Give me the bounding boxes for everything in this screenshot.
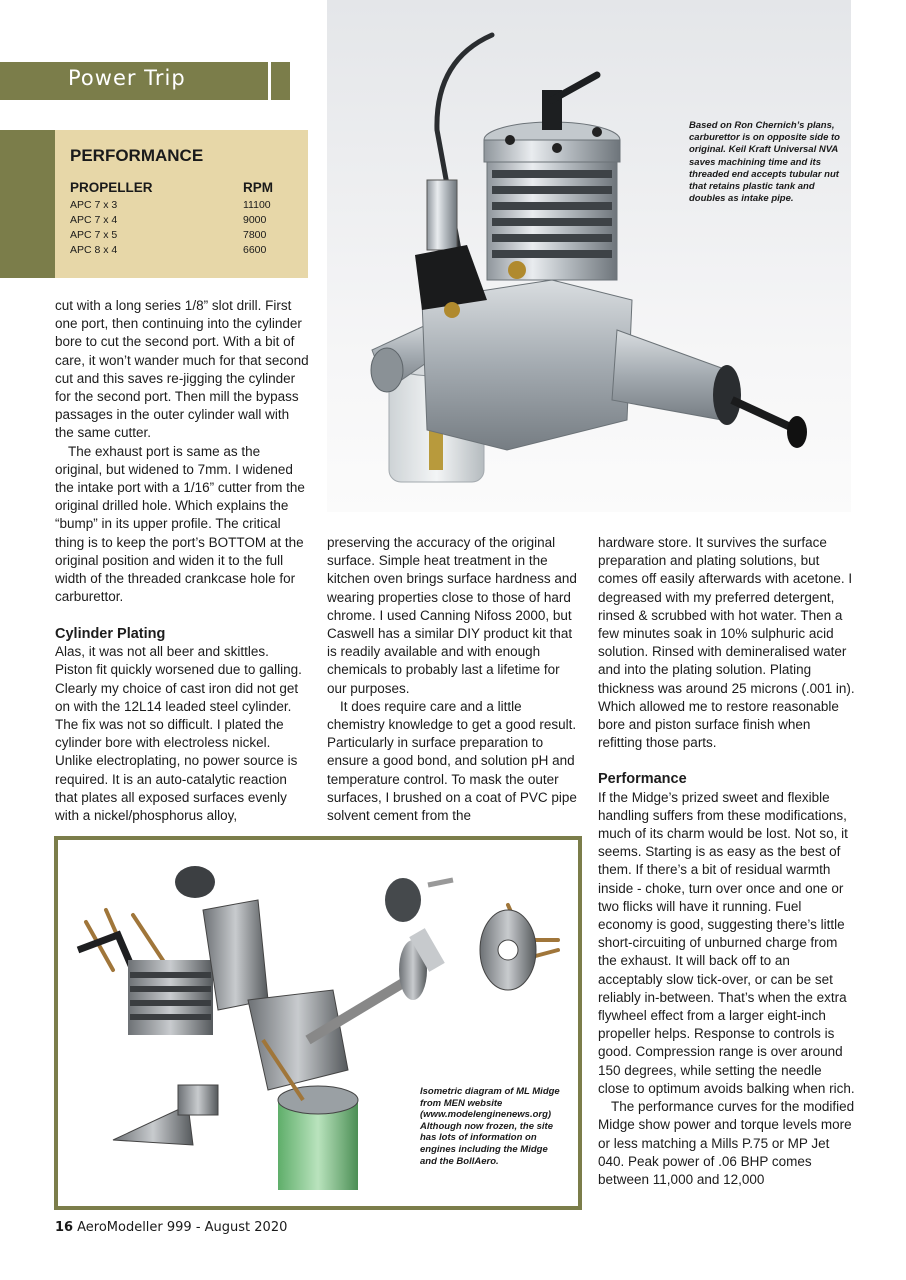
publication-info: AeroModeller 999 - August 2020 [77, 1220, 288, 1235]
column-header-propeller: PROPELLER [70, 180, 153, 195]
section-title: Power Trip [68, 66, 186, 90]
engine-illustration [327, 0, 851, 512]
text-column-1 [55, 297, 310, 606]
table-cell-rpm: 7800 [243, 229, 267, 241]
table-cell-propeller: APC 7 x 4 [70, 214, 118, 226]
paragraph: hardware store. It survives the surface preparation and plating solutions, but comes off easily afterwards with acetone. I degreased with my preferred detergent, rinsed & scrubbed with hot water. Then a few minutes soak in 10% sulphuric acid solution. Rinsed with demineralised water and into the plating solution. Plating thickness was around 25 microns (.001 in). Which allowed me to restore reasonable bore and piston surface finish when refitting those parts. [598, 535, 855, 751]
text-column-3 [598, 534, 856, 1189]
page-footer [55, 1220, 287, 1235]
table-cell-propeller: APC 7 x 5 [70, 229, 118, 241]
cylinder-plating-section [55, 625, 310, 825]
table-cell-rpm: 11100 [243, 199, 271, 211]
column-header-rpm: RPM [243, 180, 273, 195]
section-heading-performance: Performance [598, 771, 687, 788]
paragraph: If the Midge’s prized sweet and flexible handling suffers from these modifications, much of its charm would be lost. Not so, it seems. Starting is as easy as the best of them. If there’s a bit of residual warmth inside - choke, turn over once and one or two flicks will have it running. Fuel economy is good, suggesting there’s little short-circuiting of unburned charge from the exhaust. It will back off to an acceptably slow tick-over, or can be set reliably in-between. That’s when the extra flywheel effect from a larger eight-inch propeller helps. Response to controls is good. Compression range is over around 150 degrees, while setting the needle close to optimum avoids balking when rich. [598, 789, 855, 1096]
table-cell-rpm: 6600 [243, 244, 267, 256]
photo-caption: Based on Ron Chernich’s plans, carburettor is on opposite side to original. Keil Kraft Universal NVA saves machining time and its threaded end accepts tubular nut that retains plastic tank and doubles as intake pipe. [689, 120, 840, 205]
section-banner-tab [271, 62, 290, 100]
performance-stripe [0, 130, 55, 278]
table-cell-propeller: APC 7 x 3 [70, 199, 118, 211]
table-cell-rpm: 9000 [243, 214, 267, 226]
paragraph: The performance curves for the modified Midge show power and torque levels more or less matching a Mills P.75 or MP Jet 040. Peak power of .06 BHP comes between 11,000 and 12,000 [598, 1099, 855, 1187]
paragraph: preserving the accuracy of the original surface. Simple heat treatment in the kitchen oven brings surface hardness and wearing properties close to those of hard chrome. I used Canning Nifoss 2000, but Caswell has a similar DIY product kit that is readily available and with enough chemicals to probably last a lifetime for our purposes. [327, 535, 577, 696]
paragraph: cut with a long series 1/8” slot drill. First one port, then continuing into the cylinder bore to cut the second port. With a bit of care, it won’t wander much for that second cut and this saves re-jigging the cylinder for the second port. Then mill the bypass passages in the outer cylinder wall with the same cutter. [55, 298, 309, 441]
performance-title: PERFORMANCE [70, 146, 204, 165]
text-column-2 [327, 534, 582, 825]
engine-photo [327, 0, 851, 512]
paragraph: Alas, it was not all beer and skittles. Piston fit quickly worsened due to galling. Clearly my choice of cast iron did not get on with the 12L14 leaded steel cylinder. The fix was not so difficult. I plated the cylinder bore with electroless nickel. Unlike electroplating, no power source is required. It is an auto-catalytic reaction that plates all exposed surfaces evenly with a nickel/phosphorus alloy, [55, 644, 302, 824]
diagram-caption: Isometric diagram of ML Midge from MEN website (www.modelenginenews.org) Although now frozen, the site has lots of information on engines including the Midge and the BollAero. [420, 1086, 560, 1167]
page-number: 16 [55, 1220, 74, 1235]
section-heading-cylinder-plating: Cylinder Plating [55, 626, 166, 642]
paragraph: It does require care and a little chemistry knowledge to get a good result. Particularly in surface preparation to ensure a good bond, and solution pH and temperature control. To mask the outer surfaces, I brushed on a coat of PVC pipe solvent cement from the [327, 698, 577, 824]
table-cell-propeller: APC 8 x 4 [70, 244, 118, 256]
paragraph: The exhaust port is same as the original, but widened to 7mm. I widened the intake port with a 1/16” cutter from the original drilled hole. Which explains the “bump” in its upper profile. The critical thing is to keep the port’s BOTTOM at the original position and widen it to the full width of the threaded crankcase hole for carburettor. [55, 443, 305, 605]
